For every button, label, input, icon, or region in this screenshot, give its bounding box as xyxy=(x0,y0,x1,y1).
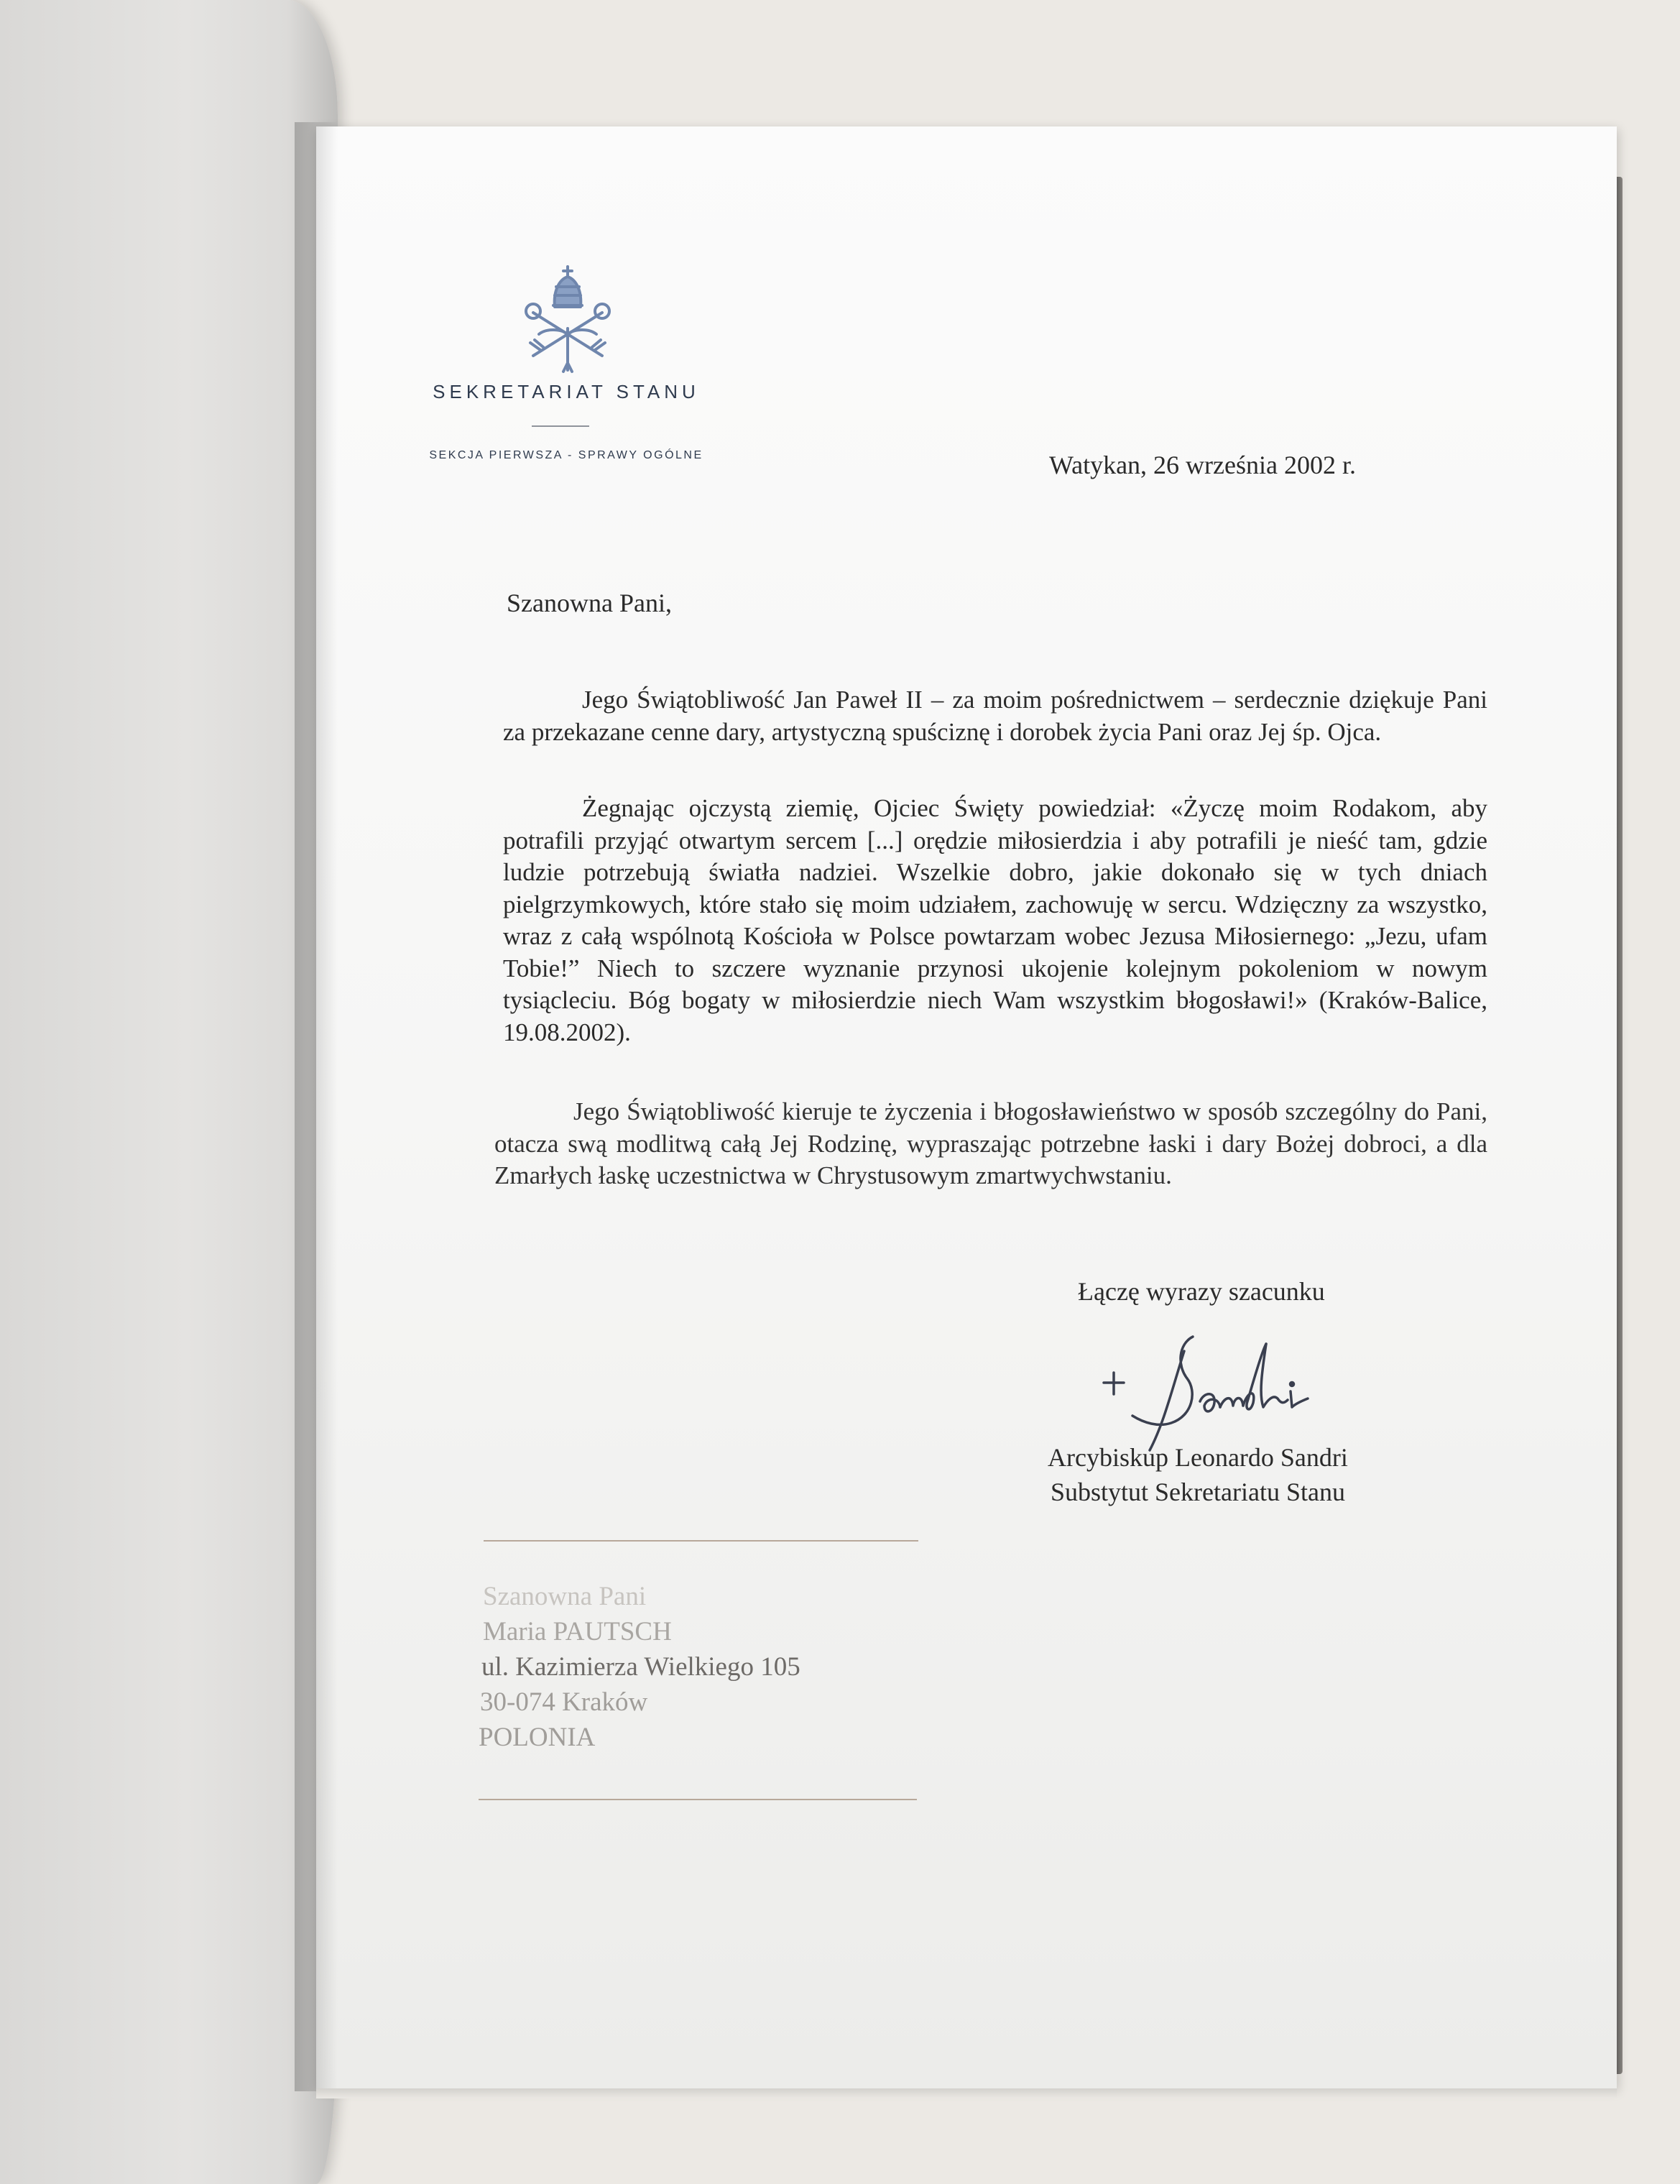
recipient-line: Szanowna Pani xyxy=(483,1582,647,1611)
date-line: Watykan, 26 września 2002 r. xyxy=(1049,451,1356,479)
body-paragraph: Jego Świątobliwość Jan Paweł II – za moim pośrednictwem – serdecznie dziękuje Pani za przekazane cenne dary, artystyczną spuściznę i dorobek życia Pani oraz Jej śp. Ojca. xyxy=(503,686,1487,746)
papal-emblem-icon xyxy=(517,262,618,377)
body-paragraph: Jego Świątobliwość kieruje te życzenia i błogosławieństwo w sposób szczególny do Pani, otacza swą modlitwą całą Jej Rodzinę, wypraszając potrzebne łaski i dary Bożej dobroci, a dla Zmarłych łaskę uczestnictwa w Chrystusowym zmartwychwstaniu. xyxy=(494,1097,1487,1189)
handwritten-signature xyxy=(1092,1322,1337,1452)
left-page xyxy=(0,0,338,2184)
signer-name: Arcybiskup Leonardo Sandri xyxy=(1048,1443,1348,1472)
signer-title: Substytut Sekretariatu Stanu xyxy=(1051,1478,1345,1506)
page-bottom-edge xyxy=(316,2088,1617,2098)
recipient-line: ul. Kazimierza Wielkiego 105 xyxy=(481,1652,800,1682)
letterhead-section: SEKCJA PIERWSZA - SPRAWY OGÓLNE xyxy=(429,449,703,461)
recipient-line: POLONIA xyxy=(479,1723,596,1752)
address-rule-top xyxy=(484,1540,918,1542)
body-paragraph: Żegnając ojczystą ziemię, Ojciec Święty powiedział: «Życzę moim Rodakom, aby potrafili przyjąć otwartym sercem [...] orędzie miłosierdzia i aby potrafili je nieść tam, gdzie ludzie potrzebują światła nadziei. Wszelkie dobro, jakie dokonało się w tych dniach pielgrzymkowych, które stało się moim udziałem, zachowuję w sercu. Wdzięczny za wszystko, wraz z całą wspólnotą Kościoła w Polsce powtarzam wobec Jezusa Miłosiernego: „Jezu, ufam Tobie!” Niech to szczere wyznanie przynosi ukojenie kolejnym pokoleniom w nowym tysiącleciu. Bóg bogaty w miłosierdzie niech Wam wszystkim błogosławi!» (Kraków-Balice, 19.08.2002). xyxy=(503,794,1487,1046)
letterhead-title: SEKRETARIAT STANU xyxy=(433,381,700,402)
page-gutter-shadow xyxy=(295,122,338,2091)
closing-line: Łączę wyrazy szacunku xyxy=(1078,1277,1325,1306)
recipient-line: Maria PAUTSCH xyxy=(483,1617,672,1646)
salutation: Szanowna Pani, xyxy=(507,589,672,617)
letterhead-divider xyxy=(532,425,589,427)
address-rule-bottom xyxy=(479,1799,917,1800)
recipient-line: 30-074 Kraków xyxy=(480,1687,648,1717)
